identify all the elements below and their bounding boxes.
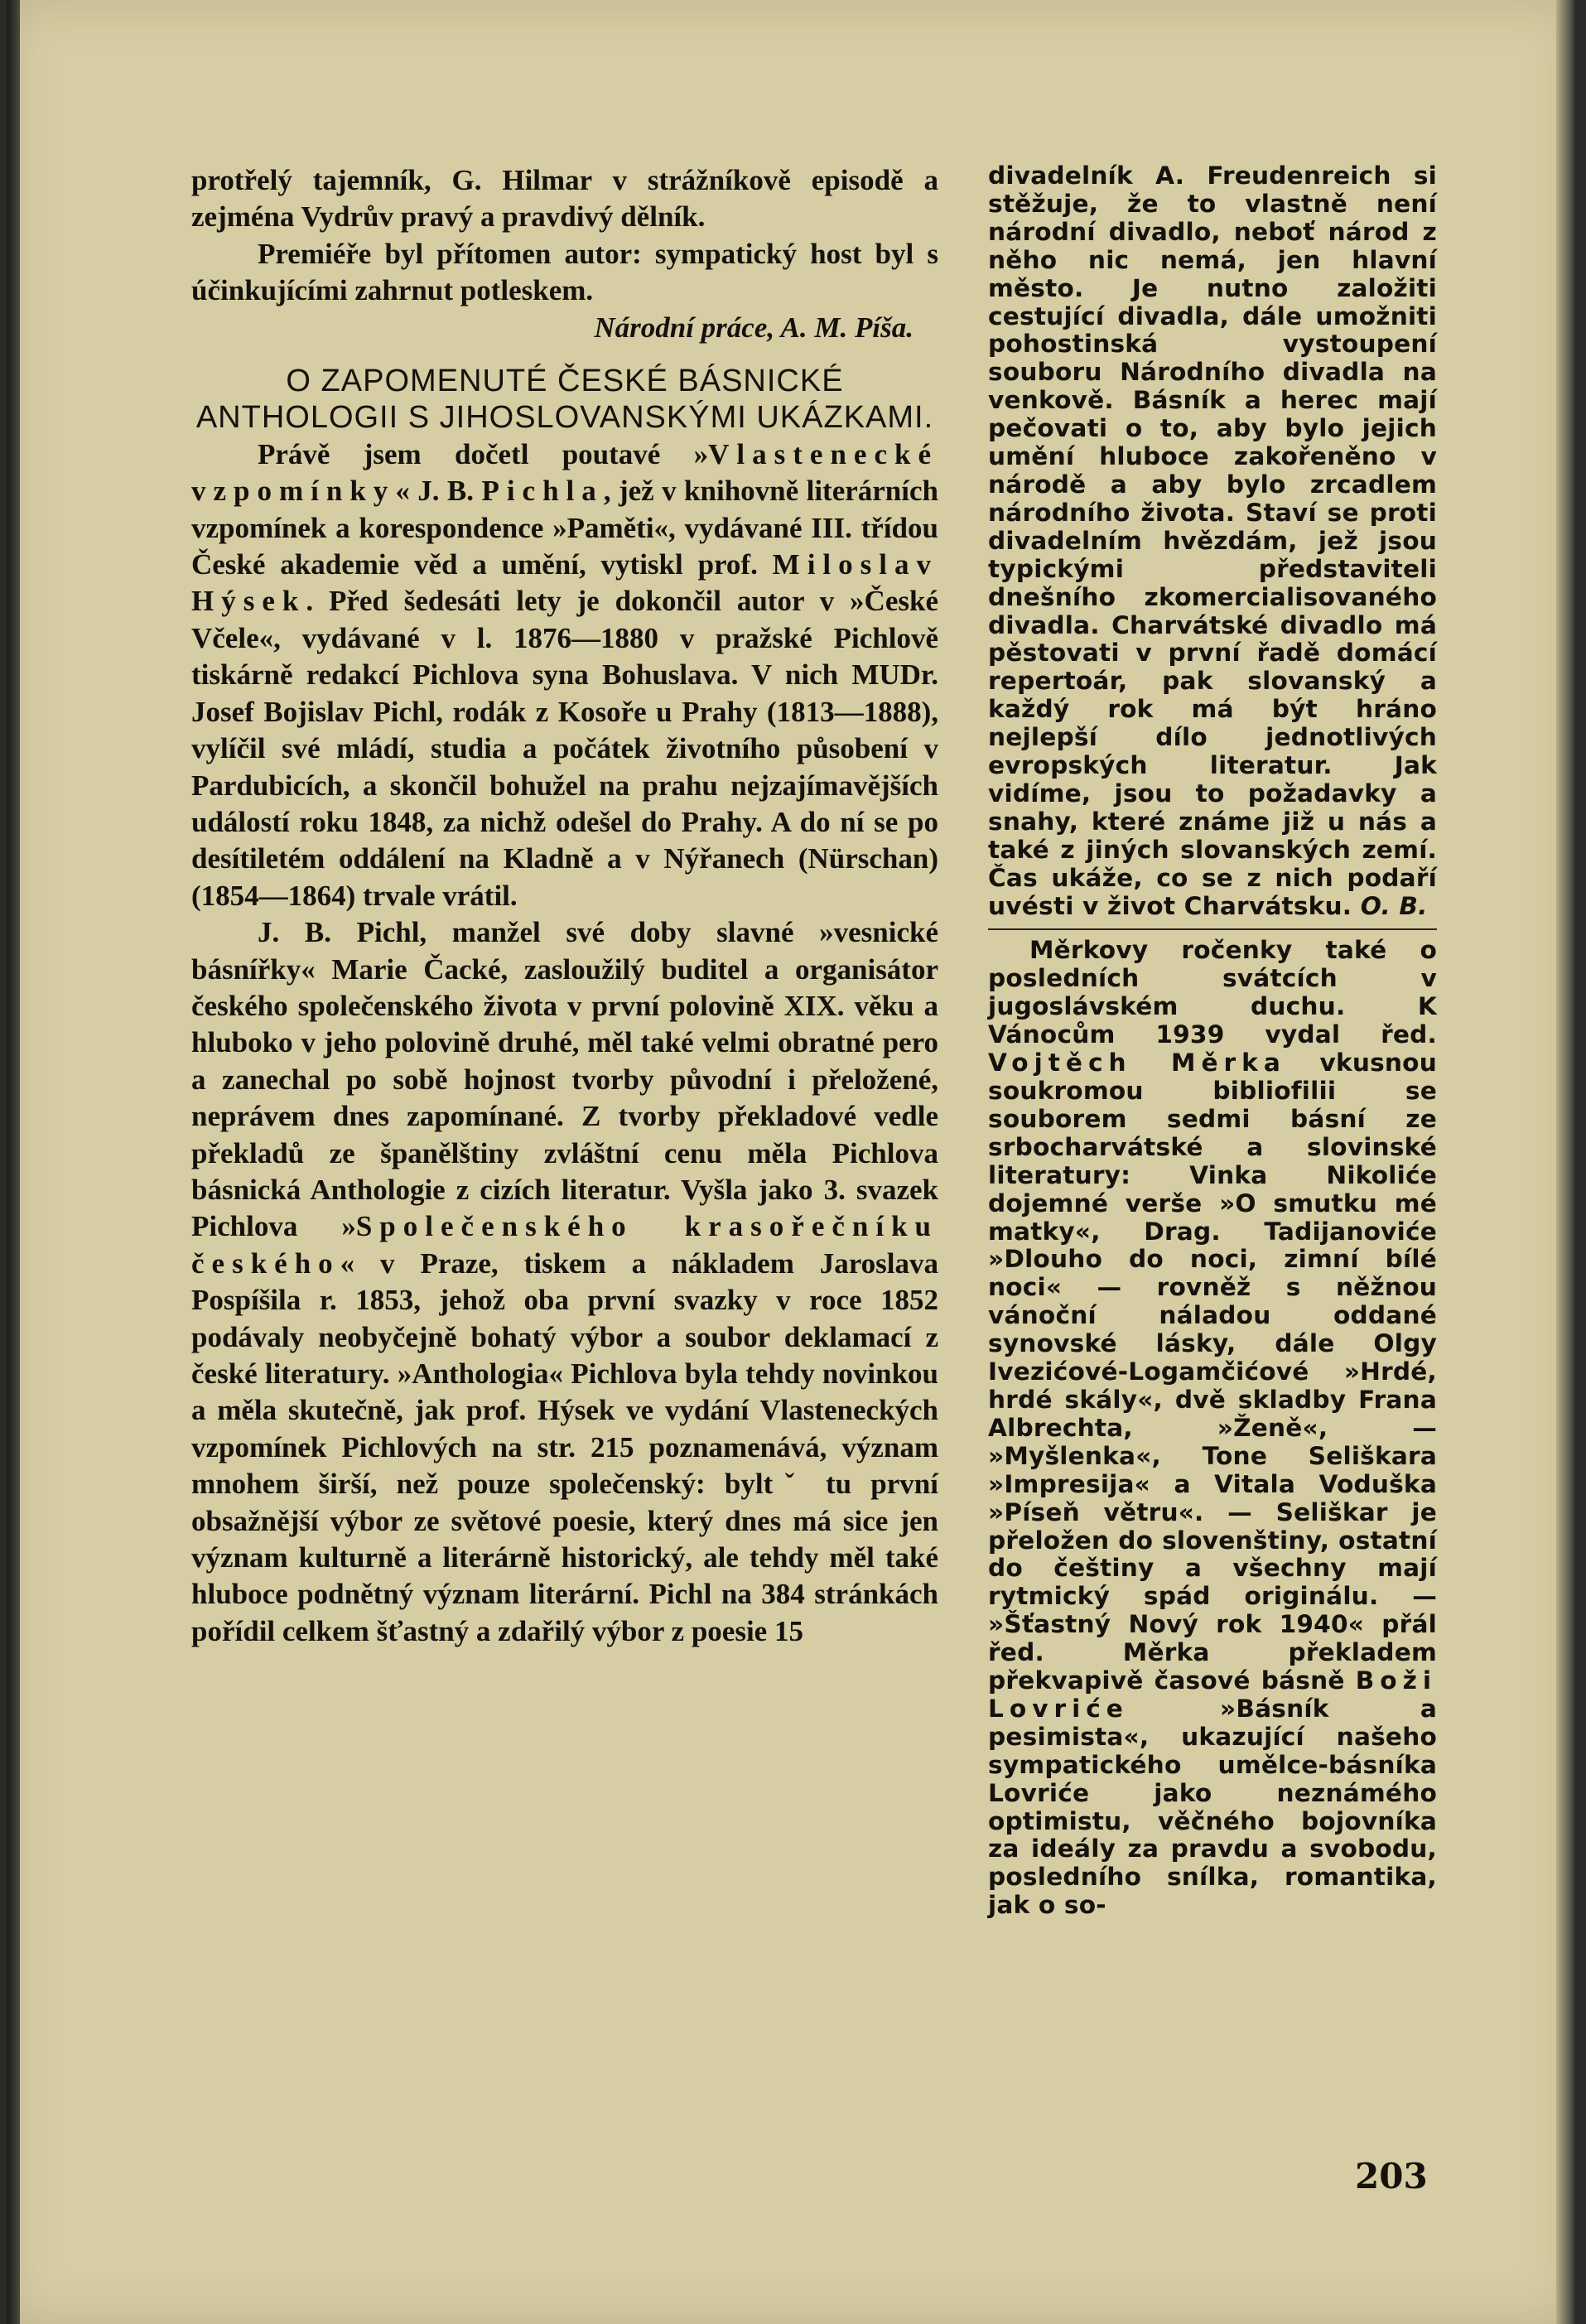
text-run: . Před šedesáti lety je dokončil autor v »České Včele«, vydávané v l. 1876—1880 v pražské Pichlově tiskárně redakcí Pichlova syna Bohuslava. V nich MUDr. Josef Bojislav Pichl, rodák z Kosoře u Prahy (1813—1888), vylíčil své mládí, studia a počátek životního působení v Pardubicích, a skončil bohužel na prahu nejzajímavějších událostí roku 1848, za nichž odešel do Prahy. A do ní se po desítiletém oddálení na Kladně a v Nýřanech (Nürschan) (1854—1864) trvale vrátil. (191, 585, 938, 912)
paragraph-freudenreich (988, 162, 1437, 920)
spaced-name-lovrice: Boži Lovriće (988, 1666, 1437, 1723)
page-number: 203 (1355, 2156, 1428, 2196)
text-run: divadelník A. Freudenreich si stěžuje, že (988, 162, 1437, 218)
review-signature: Národní práce, A. M. Píša. (594, 311, 914, 344)
text-run: K Vánocům 1939 vydal řed. (988, 992, 1438, 1049)
book-binding-edge (7, 0, 20, 2324)
spaced-title-krasorecnik: Společenského krasořečníku českého (191, 1210, 939, 1280)
spaced-name-merka: Vojtěch Měrka (988, 1049, 1286, 1078)
section-divider (988, 928, 1437, 930)
text-run: to vlastně není národní divadlo, neboť národ z něho nic nemá, jen hlavní město. Je nutno založiti cestující divadla, dále umožniti pohostinská vystoupení souboru Národního divadla na venkově. Básník a herec mají pečovati o to, aby bylo jejich umění hluboce zakořeněno v národě a aby bylo zrcadlem národního života. Staví se proti divadelním hvězdám, jež jsou typickými představiteli dnešního zkomercialisovaného divadla. Charvátské divadlo má pěstovati v první řadě domácí repertoár, pak slovanský a každý rok má být hráno nejlepší dílo jednotlivých evropských literatur. Jak vidíme, jsou to požadavky a snahy, které známe již u nás a také z jiných slovanských zemí. Čas ukáže, co se z nich podaří uvésti v život Charvátsku. (988, 189, 1437, 920)
spaced-name-pichla: Pichla (481, 475, 604, 508)
article-heading: O ZAPOMENUTÉ ČESKÉ BÁSNICKÉ ANTHOLOGII S JIHOSLOVANSKÝMI UKÁZKAMI. (195, 364, 934, 436)
paragraph-premiere: Premiéře byl přítomen autor: sympatický host byl s účinkujícími zahrnut potleskem. (191, 237, 938, 307)
page-right-edge (1556, 0, 1574, 2324)
left-column (191, 162, 938, 1650)
text-run: vkusnou soukromou bibliofilii se souborem sedmi básní ze srbocharvátské a slovinské literatury: Vinka Nikoliće dojemné verše »O smutku mé matky«, Drag. Tadijanoviće »Dlouho do noci, zimní bílé noci« — rovněž s něžnou vánoční náladou oddané synovské lásky, dále Olgy Ivezićové-Logamčićové »Hrdé, hrdé skály«, dvě skladby Frana Albrechta, »Ženě«, — »Myšlenka«, Tone Seliškara »Impresija« a Vitala Voduška »Píseň větru«. — Seliškar je přeložen do slovenštiny, ostatní do češtiny a všechny mají rytmický spád originálu. — »Šťastný Nový rok 1940« přál řed. Měrka překladem překvapivě časové básně (988, 1049, 1437, 1695)
text-run: « v Praze, tiskem a nákladem Jaroslava Pospíšila r. 1853, jehož oba první svazky v roce 1852 podávaly neobyčejně bohatý výbor a soubor deklamací z české literatury. »Anthologia« Pichlova byla tehdy novinkou a měla skutečně, jak prof. Hýsek ve vydání Vlasteneckých vzpomínek Pichlových na str. 215 poznamenává, význam mnohem širší, než pouze společenský: byltˇ tu první obsažnější výbor ze světové poesie, který dnes má sice jen význam kulturně a literárně historický, ale tehdy měl také hluboce podnětný význam literární. Pichl na 384 stránkách pořídil celkem šťastný a zdařilý výbor z poesie 15 (191, 1246, 938, 1647)
right-column (988, 162, 1437, 1920)
paragraph-vlastenecke-vzpominky (191, 436, 938, 914)
bold-lead: Měrkovy ročenky také o posledních svátcích v jugoslávském duchu. (988, 936, 1437, 1021)
text-run: J. B. Pichl, manžel své doby slavné »vesnické básnířky« Marie Čacké, zasloužilý buditel a organisátor českého společenského života v první polovině XIX. věku a hluboko v jeho polovině druhé, měl také velmi obratné pero a zanechal po sobě hojnost tvorby původní i přeložené, neprávem dnes zapomínané. Z tvorby překladové vedle překladů ze španělštiny zvláštní cenu měla Pichlova básnická Anthologie z cizích literatur. Vyšla jako 3. svazek Pichlova » (191, 916, 938, 1243)
paragraph-merkovy-rocenky (988, 937, 1437, 1920)
spaced-name-hysek: Miloslav Hýsek (191, 548, 938, 618)
spaced-title-vlastenecke: Vlastenecké vzpomínky (191, 437, 938, 508)
scanned-page (7, 0, 1574, 2324)
paragraph-pichl-anthologie (191, 914, 938, 1650)
paragraph-review-end: protřelý tajemník, G. Hilmar v strážníkově episodě a zejména Vydrův pravý a pravdivý dělník. (191, 164, 938, 234)
text-run: , jež v knihovně literárních vzpomínek a korespondence »Paměti«, vydávané III. třídou České akademie věd a umění, vytiskl prof. (191, 475, 938, 581)
initials-signature: O. B. (1360, 891, 1428, 920)
text-run: Právě jsem dočetl poutavé » (258, 437, 709, 470)
text-run: « J. B. (395, 475, 482, 508)
text-run: »Básník a pesimista«, ukazující našeho sympatického umělce-básníka Lovriće jako neznámého optimistu, věčného bojovníka za ideály za pravdu a svobodu, posledního snílka, romantika, jak o so- (988, 1694, 1437, 1920)
